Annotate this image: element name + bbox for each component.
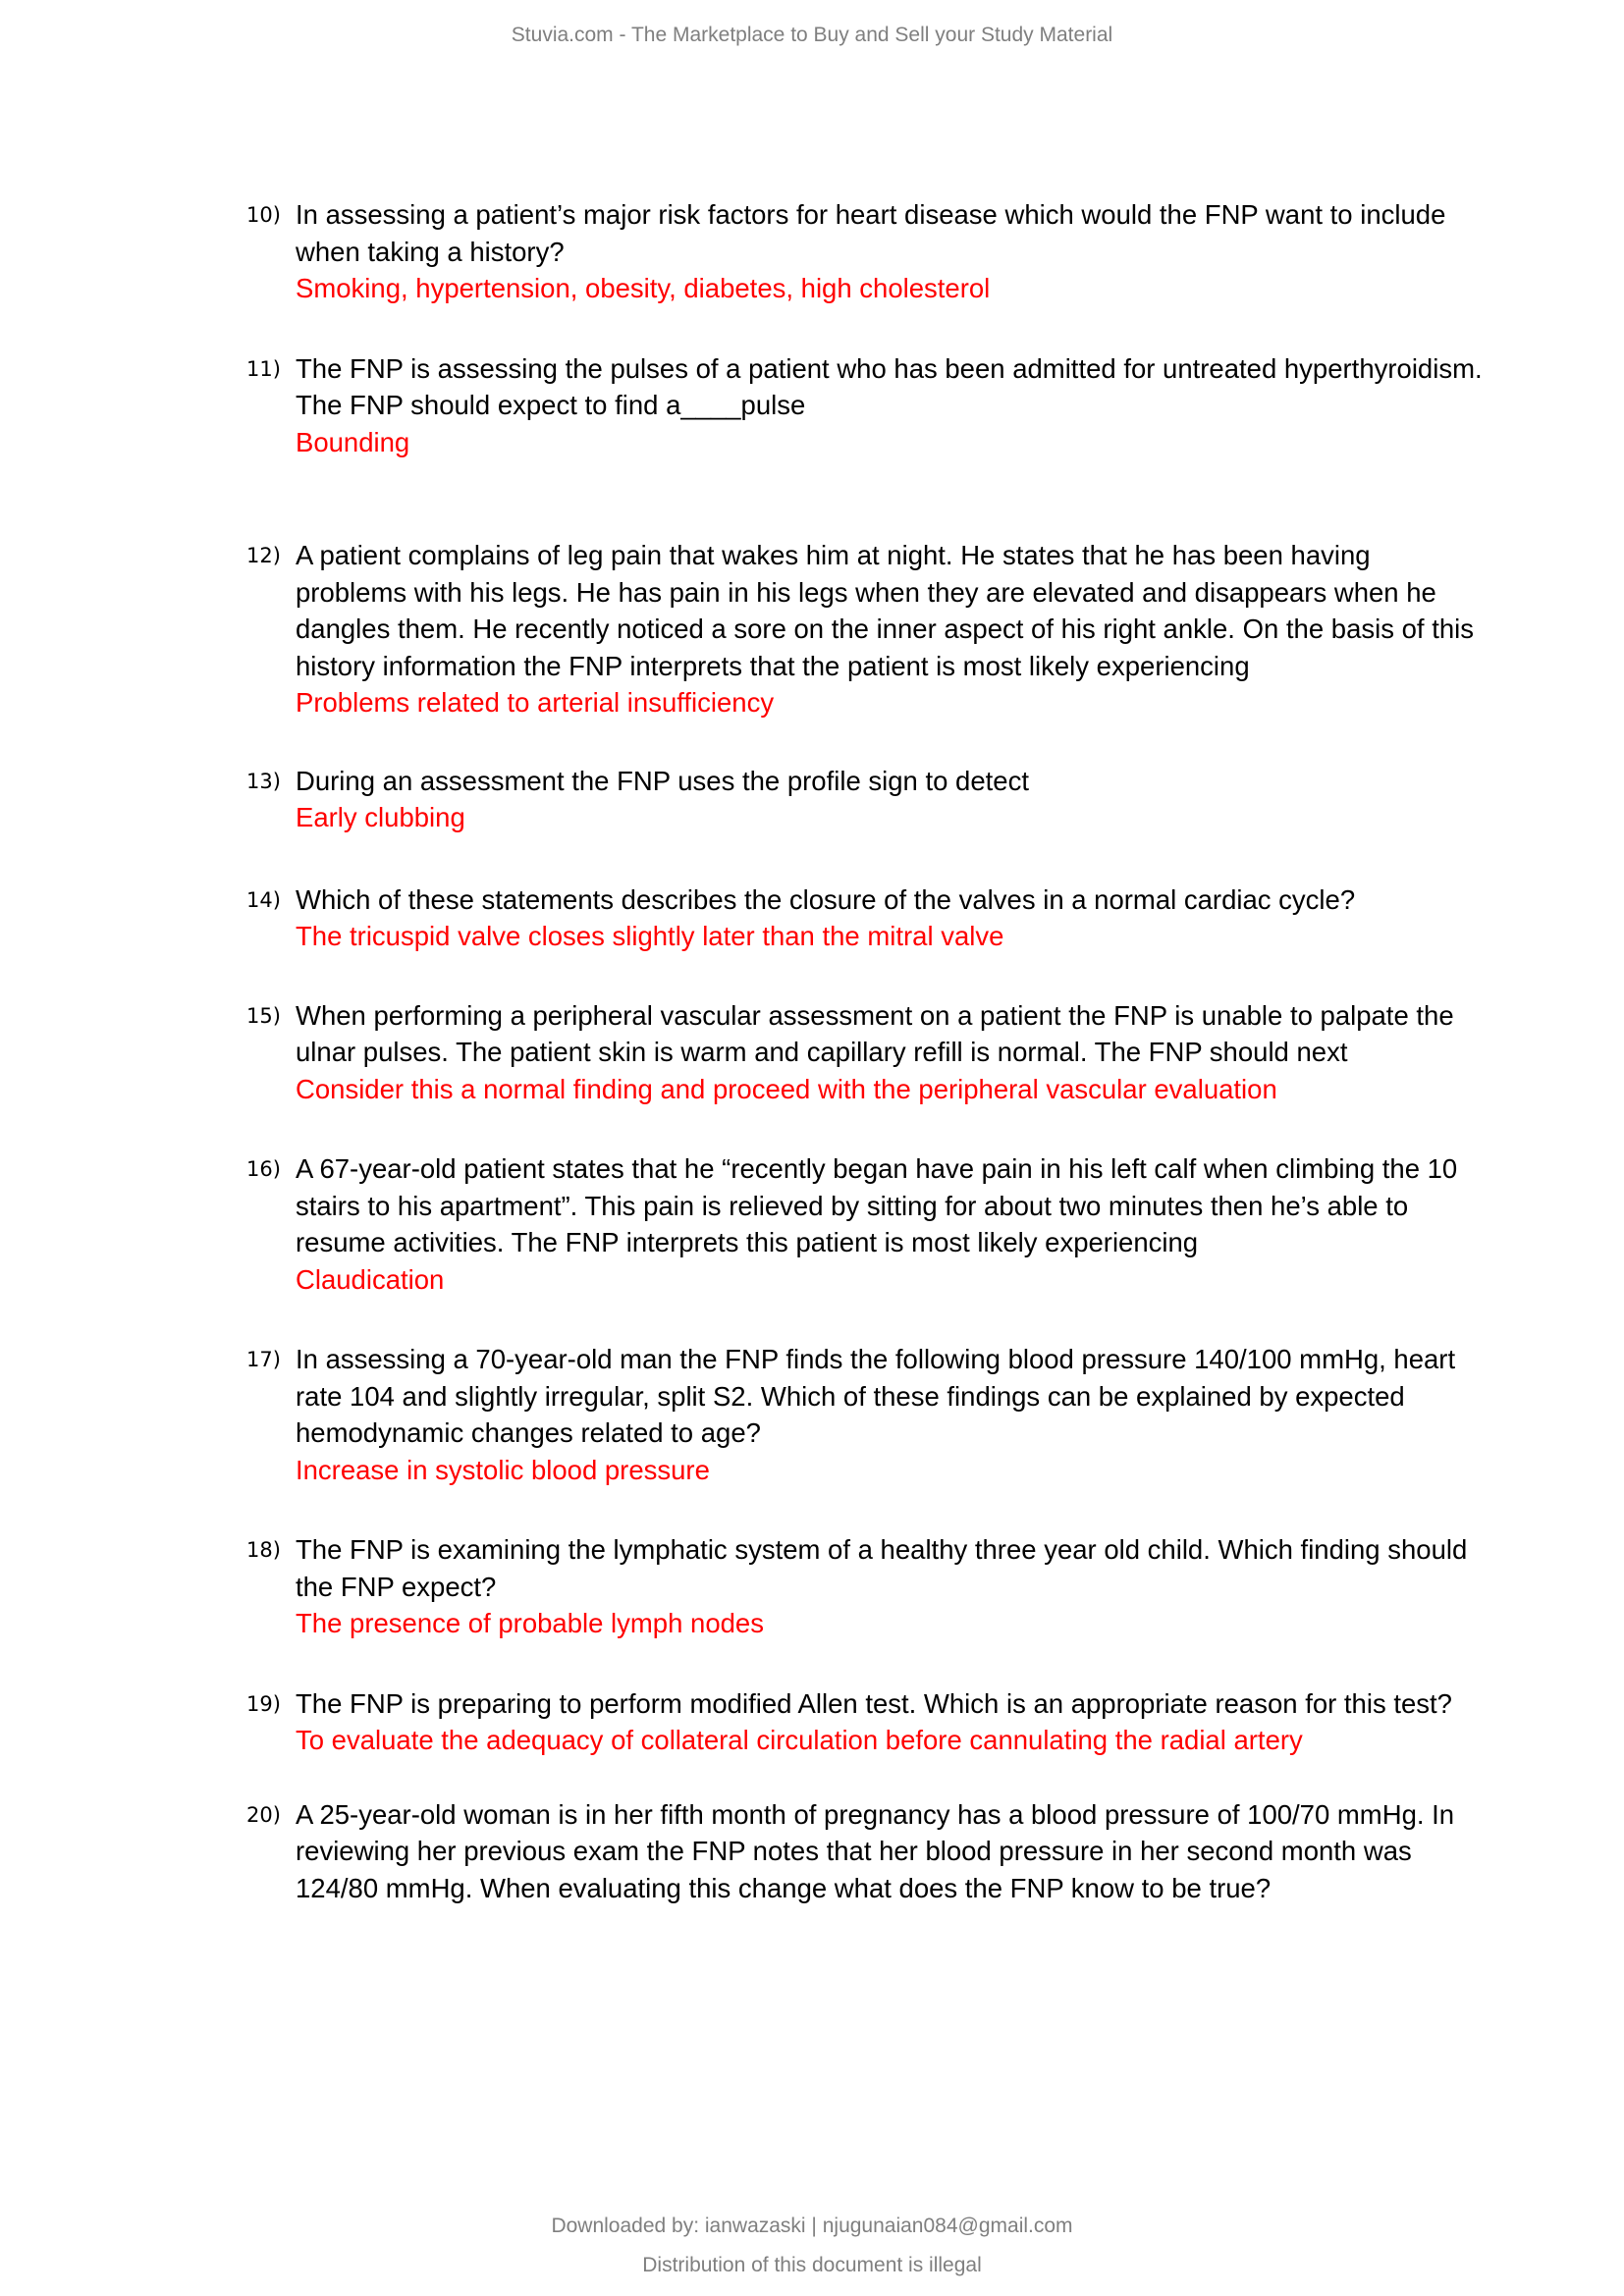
question-number: 18) [246, 1538, 281, 1562]
question-number: 14) [246, 887, 281, 912]
answer-text: The tricuspid valve closes slightly later than the mitral valve [296, 921, 1004, 951]
question-list [246, 196, 1484, 1906]
question-item [246, 1531, 1484, 1642]
answer-text: To evaluate the adequacy of collateral circulation before cannulating the radial artery [296, 1725, 1303, 1755]
footer-distribution-notice: Distribution of this document is illegal [642, 2254, 982, 2276]
question-number: 19) [246, 1691, 281, 1716]
answer-text: The presence of probable lymph nodes [296, 1608, 764, 1638]
question-text: The FNP is preparing to perform modified Allen test. Which is an appropriate reason for this test? [296, 1687, 1452, 1719]
question-number: 11) [246, 356, 281, 381]
question-text: When performing a peripheral vascular assessment on a patient the FNP is unable to palpate the ulnar pulses. The patient skin is warm and capillary refill is normal. The FNP should next [296, 999, 1454, 1067]
question-number: 16) [246, 1157, 281, 1181]
answer-text: Increase in systolic blood pressure [296, 1454, 710, 1485]
question-number: 20) [246, 1802, 281, 1827]
question-item [246, 1796, 1484, 1907]
answer-text: Bounding [296, 426, 410, 457]
question-number: 10) [246, 203, 281, 227]
question-item [246, 537, 1484, 721]
question-number: 12) [246, 544, 281, 567]
question-text: During an assessment the FNP uses the profile sign to detect [296, 765, 1029, 796]
answer-text: Claudication [296, 1263, 445, 1295]
question-text: Which of these statements describes the closure of the valves in a normal cardiac cycle? [296, 883, 1356, 915]
question-item [246, 881, 1484, 955]
question-text: In assessing a 70-year-old man the FNP finds the following blood pressure 140/100 mmHg, heart rate 104 and slightly irregular, split S2. Which of these findings can be explained by expected hemodynamic changes related to age? [296, 1344, 1456, 1448]
question-item [246, 1685, 1484, 1759]
answer-text: Smoking, hypertension, obesity, diabetes, high cholesterol [296, 273, 991, 303]
footer-downloaded-by: Downloaded by: ianwazaski | njugunaian084@gmail.com [551, 2215, 1073, 2237]
question-item [246, 1341, 1484, 1488]
question-text: A 25-year-old woman is in her fifth month of pregnancy has a blood pressure of 100/70 mmHg. In reviewing her previous exam the FNP notes that her blood pressure in her second month was 124/80 mmHg. When evaluating this change what does the FNP know to be true? [296, 1798, 1455, 1903]
page-header: Stuvia.com - The Marketplace to Buy and Sell your Study Material [511, 24, 1113, 46]
question-number: 17) [246, 1348, 281, 1371]
question-number: 15) [246, 1003, 281, 1028]
question-item [246, 763, 1484, 836]
question-text: In assessing a patient’s major risk factors for heart disease which would the FNP want to include when taking a history? [296, 199, 1446, 267]
question-item [246, 350, 1484, 461]
answer-text: Problems related to arterial insufficiency [296, 687, 775, 718]
question-item [246, 997, 1484, 1108]
answer-text: Consider this a normal finding and proceed with the peripheral vascular evaluation [296, 1073, 1277, 1104]
question-text: The FNP is examining the lymphatic system of a healthy three year old child. Which finding should the FNP expect? [296, 1534, 1468, 1602]
question-number: 13) [246, 769, 281, 793]
question-text: A patient complains of leg pain that wakes him at night. He states that he has been having problems with his legs. He has pain in his legs when they are elevated and disappears when he dangles them. He recently noticed a sore on the inner aspect of his right ankle. On the basis of this history information the FNP interprets that the patient is most likely experiencing [296, 540, 1474, 681]
question-text: The FNP is assessing the pulses of a patient who has been admitted for untreated hyperthyroidism. The FNP should expect to find a____pulse [296, 352, 1483, 420]
question-item [246, 196, 1484, 307]
answer-text: Early clubbing [296, 802, 465, 832]
question-text: A 67-year-old patient states that he “recently began have pain in his left calf when climbing the 10 stairs to his apartment”. This pain is relieved by sitting for about two minutes then he’s able to resume activities. The FNP interprets this patient is most likely experiencing [296, 1153, 1458, 1257]
question-item [246, 1150, 1484, 1298]
